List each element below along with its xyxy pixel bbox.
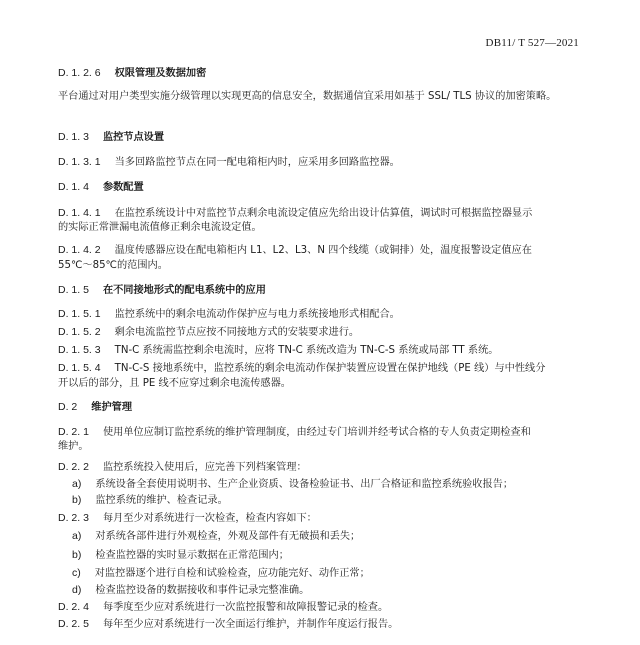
paragraph-line (58, 425, 531, 440)
clause-number: D. 1. 5 (58, 284, 89, 296)
line-text: 检查监控设备的数据接收和事件记录完整准确。 (95, 585, 310, 596)
clause-number: D. 2. 5 (58, 618, 89, 630)
line-text: 温度传感器应设在配电箱柜内 L1、L2、L3、N 四个线缆（或铜排）处，温度报警设定值应在 (114, 245, 532, 256)
clause-number: D. 1. 3 (58, 131, 89, 143)
paragraph-line (58, 361, 545, 376)
list-item (72, 583, 309, 598)
line-text: 监控系统投入使用后，应完善下列档案管理： (102, 462, 307, 473)
line-text: 对系统各部件进行外观检查，外观及部件有无破损和丢失； (95, 531, 361, 542)
paragraph-line (58, 440, 89, 454)
section-heading (58, 130, 164, 145)
clause-number: D. 1. 4. 1 (58, 207, 101, 219)
list-marker: b) (72, 549, 82, 561)
line-text: 的实际正常泄漏电流值修正剩余电流设定值。 (58, 222, 262, 233)
heading-text: 维护管理 (91, 402, 133, 413)
heading-text: 监控节点设置 (102, 132, 165, 143)
paragraph-line (58, 206, 532, 221)
list-item (72, 529, 360, 544)
section-heading (58, 66, 206, 81)
clause-number: D. 2. 2 (58, 461, 89, 473)
heading-text: 在不同接地形式的配电系统中的应用 (102, 285, 266, 296)
paragraph-line (58, 259, 168, 273)
clause-number: D. 2. 1 (58, 426, 89, 438)
clause-number: D. 1. 5. 2 (58, 326, 101, 338)
clause-number: D. 1. 4 (58, 181, 89, 193)
paragraph-line (58, 90, 556, 104)
paragraph-line (58, 460, 307, 475)
list-item (72, 566, 370, 581)
line-text: 每季度至少应对系统进行一次监控报警和故障报警记录的检查。 (102, 602, 389, 613)
list-marker: a) (72, 478, 82, 490)
line-text: 使用单位应制订监控系统的维护管理制度，由经过专门培训并经考试合格的专人负责定期检查和 (102, 427, 531, 438)
paragraph-line (58, 600, 388, 615)
clause-number: D. 1. 2. 6 (58, 67, 101, 79)
list-marker: c) (72, 567, 81, 579)
list-item (72, 477, 513, 492)
line-text: 系统设备全套使用说明书、生产企业资质、设备检验证书、出厂合格证和监控系统验收报告； (95, 479, 514, 490)
list-marker: d) (72, 584, 82, 596)
line-text: 55℃～85℃的范围内。 (58, 260, 168, 271)
list-marker: a) (72, 530, 82, 542)
clause-number: D. 2. 3 (58, 512, 89, 524)
line-text: 剩余电流监控节点应按不同接地方式的安装要求进行。 (114, 327, 360, 338)
clause-number: D. 1. 5. 1 (58, 308, 101, 320)
line-text: 监控系统中的剩余电流动作保护应与电力系统接地形式相配合。 (114, 309, 400, 320)
line-text: 监控系统的维护、检查记录。 (95, 495, 228, 506)
line-text: 开以后的部分，且 PE 线不应穿过剩余电流传感器。 (58, 378, 291, 389)
list-item (72, 548, 289, 563)
paragraph-line (58, 307, 400, 322)
paragraph-line (58, 243, 532, 258)
paragraph-line (58, 343, 498, 358)
line-text: TN-C 系统需监控剩余电流时，应将 TN-C 系统改造为 TN-C-S 系统或局部 TT 系统。 (114, 345, 499, 356)
line-text: 每年至少应对系统进行一次全面运行维护，并制作年度运行报告。 (102, 619, 399, 630)
heading-text: 权限管理及数据加密 (114, 68, 207, 79)
standard-code: DB11/ T 527—2021 (485, 37, 579, 49)
section-heading (58, 400, 132, 415)
line-text: 对监控器逐个进行自检和试验检查，应功能完好、动作正常； (94, 568, 370, 579)
paragraph-line (58, 221, 262, 235)
list-item (72, 493, 228, 508)
clause-number: D. 2 (58, 401, 78, 413)
paragraph-line (58, 325, 359, 340)
line-text: 平台通过对用户类型实施分级管理以实现更高的信息安全，数据通信宜采用如基于 SSL/ TLS 协议的加密策略。 (58, 91, 557, 102)
line-text: 维护。 (58, 441, 89, 452)
clause-number: D. 1. 5. 4 (58, 362, 101, 374)
clause-number: D. 1. 3. 1 (58, 156, 101, 168)
paragraph-line (58, 155, 400, 170)
line-text: 检查监控器的实时显示数据在正常范围内； (95, 550, 289, 561)
line-text: 每月至少对系统进行一次检查，检查内容如下： (102, 513, 317, 524)
clause-number: D. 2. 4 (58, 601, 89, 613)
section-heading (58, 180, 144, 195)
paragraph-line (58, 377, 291, 391)
clause-number: D. 1. 4. 2 (58, 244, 101, 256)
line-text: TN-C-S 接地系统中，监控系统的剩余电流动作保护装置应设置在保护地线（PE 线）与中性线分 (114, 363, 546, 374)
section-heading (58, 283, 266, 298)
paragraph-line (58, 511, 317, 526)
list-marker: b) (72, 494, 82, 506)
paragraph-line (58, 617, 398, 632)
heading-text: 参数配置 (102, 182, 144, 193)
line-text: 当多回路监控节点在同一配电箱柜内时，应采用多回路监控器。 (114, 157, 400, 168)
line-text: 在监控系统设计中对监控节点剩余电流设定值应先给出设计估算值，调试时可根据监控器显示 (114, 208, 533, 219)
clause-number: D. 1. 5. 3 (58, 344, 101, 356)
